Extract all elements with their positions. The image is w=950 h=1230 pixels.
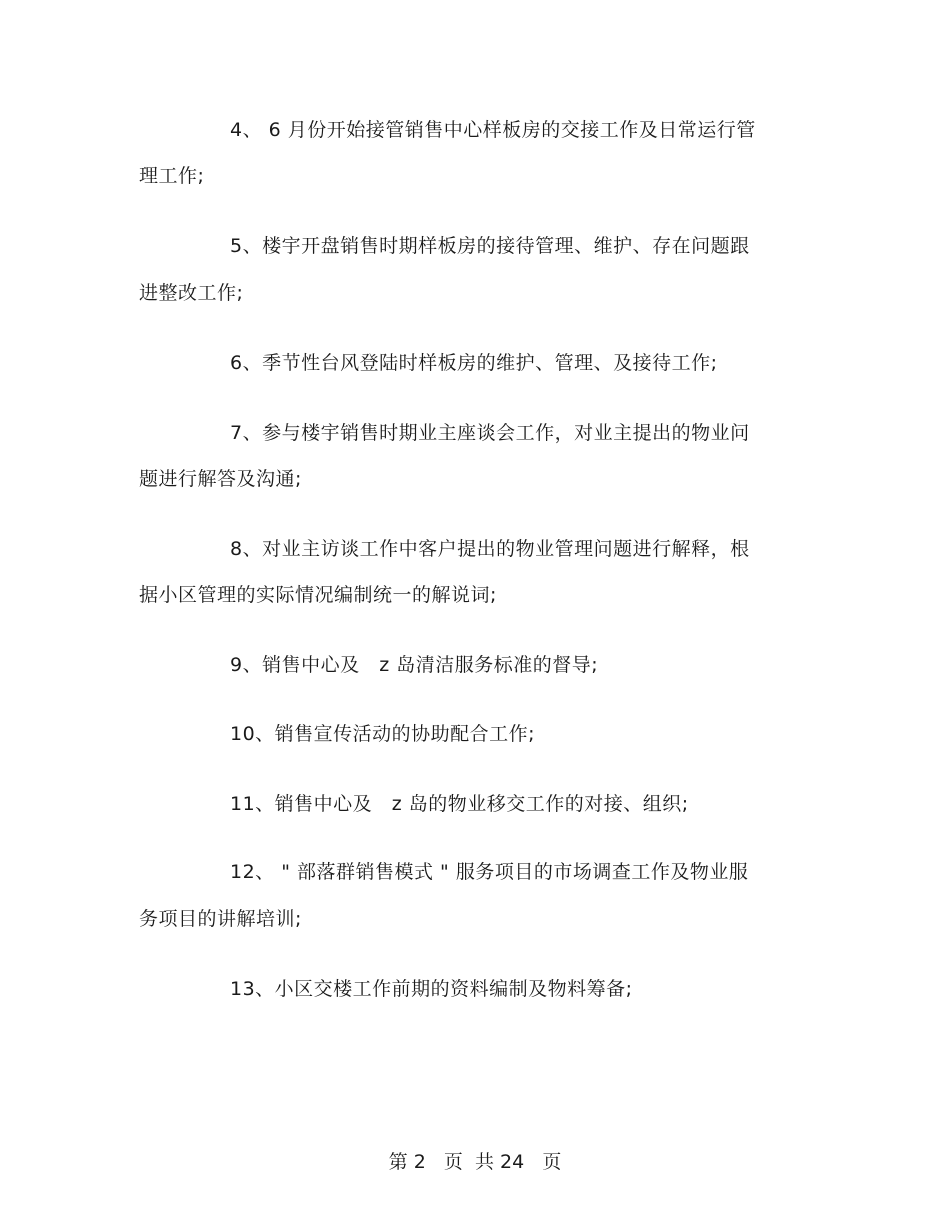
item-10-line-1: 10、销售宣传活动的协助配合工作; bbox=[230, 723, 536, 745]
item-8-line-2: 据小区管理的实际情况编制统一的解说词; bbox=[139, 584, 497, 606]
item-8-line-1: 8、对业主访谈工作中客户提出的物业管理问题进行解释，根 bbox=[230, 538, 750, 560]
item-9-line-1: 9、销售中心及 z 岛清洁服务标准的督导; bbox=[230, 654, 599, 676]
item-7-line-2: 题进行解答及沟通; bbox=[139, 468, 302, 490]
item-5-line-2: 进整改工作; bbox=[139, 282, 244, 304]
item-4-line-1: 4、 6 月份开始接管销售中心样板房的交接工作及日常运行管 bbox=[230, 119, 756, 141]
item-4-line-2: 理工作; bbox=[139, 165, 205, 187]
item-12-line-2: 务项目的讲解培训; bbox=[139, 908, 302, 930]
item-12-line-1: 12、 " 部落群销售模式 " 服务项目的市场调查工作及物业服 bbox=[230, 861, 749, 883]
item-5-line-1: 5、楼宇开盘销售时期样板房的接待管理、维护、存在问题跟 bbox=[230, 235, 750, 257]
page-footer: 第 2 页 共 24 页 bbox=[388, 1151, 562, 1173]
item-6-line-1: 6、季节性台风登陆时样板房的维护、管理、及接待工作; bbox=[230, 352, 718, 374]
item-11-line-1: 11、销售中心及 z 岛的物业移交工作的对接、组织; bbox=[230, 793, 689, 815]
item-13-line-1: 13、小区交楼工作前期的资料编制及物料筹备; bbox=[230, 978, 633, 1000]
item-7-line-1: 7、参与楼宇销售时期业主座谈会工作，对业主提出的物业问 bbox=[230, 422, 750, 444]
